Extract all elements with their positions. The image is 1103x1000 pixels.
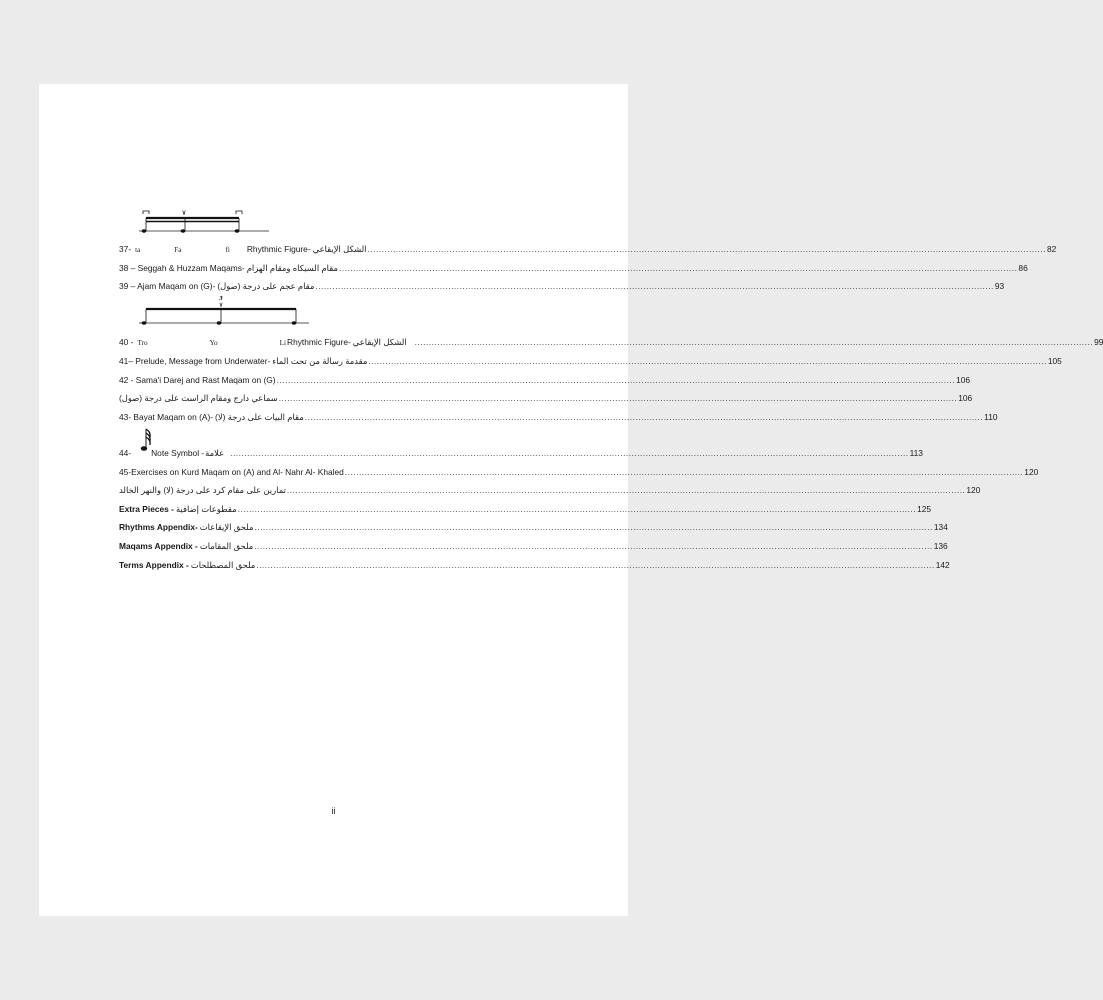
page-ref: 99: [1094, 337, 1103, 347]
toc-entry-extra-pieces[interactable]: [119, 500, 932, 514]
note-head: [142, 321, 147, 324]
note-head: [142, 229, 147, 232]
toc-entry-terms-appendix[interactable]: [119, 556, 950, 570]
page-ref: 142: [935, 560, 950, 570]
page-ref: 106: [956, 375, 971, 385]
note-head: [217, 321, 222, 324]
accent-mark: ٧: [182, 209, 186, 217]
leader-dots: ................................................................................................................................................................................................................................................: [367, 244, 1046, 254]
entry-arabic: تمارين على مقام كرد على درجة (لا) والنهر الخالد: [119, 485, 286, 495]
page-ref: 82: [1046, 244, 1057, 254]
entry-label: Maqams Appendix -: [119, 541, 198, 551]
syllable-li: Li: [279, 339, 287, 347]
entry-arabic: الشكل الإيقاعي: [312, 244, 367, 254]
entry-number: 44-: [119, 448, 132, 458]
leader-dots: ................................................................................................................................................................................................................................................: [344, 467, 1024, 477]
entry-arabic: علامة: [205, 448, 225, 458]
toc-entry-43[interactable]: [119, 408, 998, 422]
rhythm-figure-40-staff: [139, 294, 309, 336]
leader-dots: ................................................................................................................................................................................................................................................: [254, 522, 933, 532]
page-ref: 86: [1018, 263, 1028, 273]
leader-dots: ................................................................................................................................................................................................................................................: [315, 281, 994, 291]
entry-label: Note Symbol -: [151, 448, 205, 458]
entry-number: 40 -: [119, 337, 134, 347]
toc-entry-39[interactable]: [119, 277, 1005, 291]
leader-dots: ................................................................................................................................................................................................................................................: [256, 560, 935, 570]
page-ref: 136: [933, 541, 948, 551]
entry-label: Terms Appendix -: [119, 560, 189, 570]
leader-dots: ................................................................................................................................................................................................................................................: [414, 337, 1094, 347]
syllable-ta: ta: [135, 246, 141, 254]
page-number: ii: [331, 806, 336, 816]
document-page: [39, 84, 1103, 916]
toc-entry-44[interactable]: [119, 444, 923, 458]
entry-label: 43- Bayat Maqam on (A)-: [119, 412, 214, 422]
dum-marker: [143, 211, 149, 214]
entry-arabic: مقام السيكاه ومقام الهزام: [246, 263, 338, 273]
leader-dots: ................................................................................................................................................................................................................................................: [278, 393, 958, 403]
toc-entry-42[interactable]: [119, 371, 971, 385]
entry-arabic: مقطوعات إضافية: [175, 504, 237, 514]
toc-entry-41[interactable]: [119, 352, 1062, 366]
leader-dots: ................................................................................................................................................................................................................................................: [368, 356, 1047, 366]
page-ref: 125: [917, 504, 932, 514]
toc-entry-38[interactable]: [119, 259, 1028, 273]
leader-dots: ................................................................................................................................................................................................................................................: [338, 263, 1018, 273]
note-head: [181, 229, 186, 232]
entry-arabic: مقام البيات على درجة (لا): [215, 412, 304, 422]
dum-marker: [236, 211, 242, 214]
entry-arabic: الشكل الإيقاعي: [352, 337, 407, 347]
entry-arabic: مقام عجم على درجة (صول): [217, 281, 315, 291]
entry-arabic: ملحق المقامات: [199, 541, 254, 551]
entry-arabic: ملحق الإيقاعات: [199, 522, 254, 532]
page-ref: 105: [1047, 356, 1062, 366]
page-ref: 106: [958, 393, 973, 403]
toc-entry-maqams-appendix[interactable]: [119, 537, 948, 551]
entry-label: Rhythmic Figure-: [246, 244, 311, 254]
entry-label: 38 – Seggah & Huzzam Maqams-: [119, 263, 245, 273]
entry-label: Rhythms Appendix-: [119, 522, 198, 532]
entry-label: 45-Exercises on Kurd Maqam on (A) and Al- Nahr Al- Khaled: [119, 467, 344, 477]
leader-dots: ................................................................................................................................................................................................................................................: [230, 448, 909, 458]
page-ref: 110: [984, 412, 998, 422]
entry-label: 41– Prelude, Message from Underwater-: [119, 356, 271, 366]
note-head: [292, 321, 297, 324]
page-ref: 93: [994, 281, 1005, 291]
syllable-fa: Fa: [174, 246, 182, 254]
syllable-tro: Tro: [137, 339, 148, 347]
entry-arabic: سماعي دارج ومقام الراست على درجة (صول): [119, 393, 278, 403]
entry-arabic: مقدمة رسالة من تحت الماء: [272, 356, 368, 366]
toc-entry-45[interactable]: [119, 463, 1039, 477]
toc-entry-37[interactable]: [119, 240, 1057, 254]
entry-number: 37-: [119, 244, 132, 254]
page-ref: 134: [933, 522, 948, 532]
toc-entry-45-arabic[interactable]: [119, 481, 981, 495]
triplet-number: 3: [219, 295, 223, 302]
toc-entry-40[interactable]: [119, 333, 1103, 347]
leader-dots: ................................................................................................................................................................................................................................................: [254, 541, 933, 551]
leader-dots: ................................................................................................................................................................................................................................................: [276, 375, 956, 385]
entry-label: Extra Pieces -: [119, 504, 174, 514]
note-head: [235, 229, 240, 232]
syllable-yo: Yo: [209, 339, 218, 347]
page-ref: 113: [909, 448, 923, 458]
entry-label: 39 – Ajam Maqam on (G)-: [119, 281, 216, 291]
entry-label: Rhythmic Figure-: [287, 337, 351, 347]
leader-dots: ................................................................................................................................................................................................................................................: [237, 504, 917, 514]
leader-dots: ................................................................................................................................................................................................................................................: [304, 412, 984, 422]
page-ref: 120: [1024, 467, 1039, 477]
toc-entry-42-arabic[interactable]: [119, 389, 973, 403]
leader-dots: ................................................................................................................................................................................................................................................: [286, 485, 966, 495]
toc-entry-rhythms-appendix[interactable]: [119, 518, 948, 532]
accent-mark: ٧: [219, 301, 223, 309]
entry-label: 42 - Sama'i Darej and Rast Maqam on (G): [119, 375, 276, 385]
syllable-fi: fi: [225, 246, 230, 254]
entry-arabic: ملحق المصطلحات: [190, 560, 256, 570]
page-ref: 120: [966, 485, 981, 495]
